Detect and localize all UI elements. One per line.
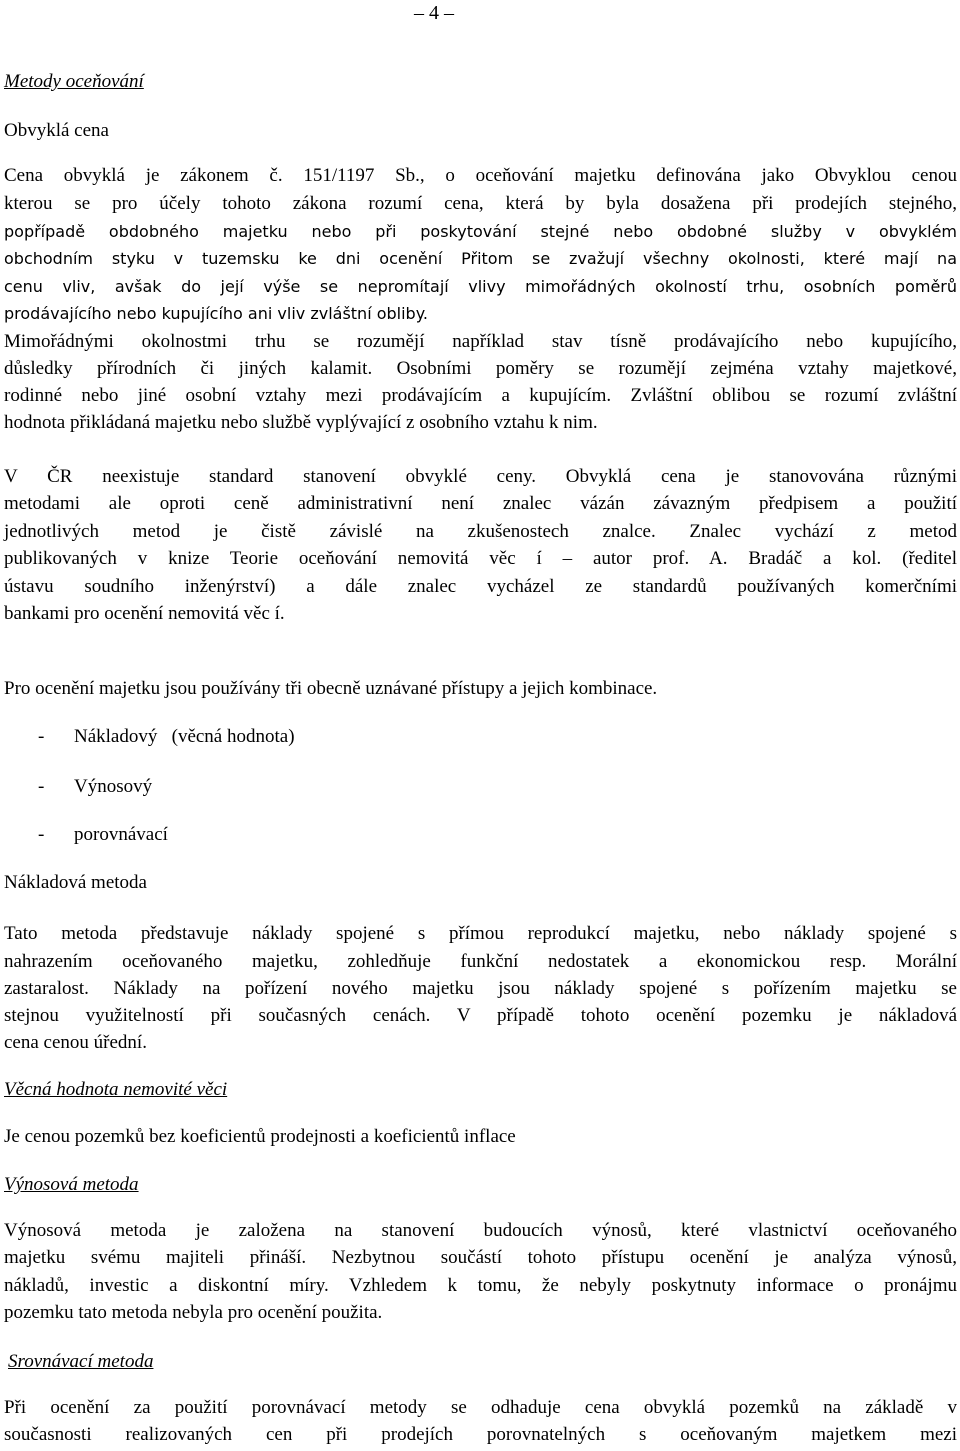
paragraph-line: publikovaných v knize Teorie oceňování nemovitá věc í – autor prof. A. Bradáč a kol. (ředitel [4,548,957,569]
paragraph-line: metodami ale oproti ceně administrativní není znalec vázán závazným předpisem a použití [4,493,957,514]
paragraph-line: zastaralost. Náklady na pořízení nového majetku jsou náklady spojené s pořízením majetku se [4,978,957,999]
paragraph-line: Při ocenění za použití porovnávací metody se odhaduje cena obvyklá pozemků na základě v [4,1397,957,1418]
list-item: - porovnávací [38,824,168,845]
paragraph-line: pozemku tato metoda nebyla pro ocenění použita. [4,1302,383,1323]
paragraph-line: prodávajícího nebo kupujícího ani vliv zvláštní obliby. [4,304,428,323]
heading-srovnavaci-metoda: Srovnávací metoda [8,1351,154,1372]
paragraph-line: Tato metoda představuje náklady spojené s přímou reprodukcí majetku, nebo náklady spojené s [4,923,957,944]
heading-metody-oceneni: Metody oceňování [4,71,144,92]
list-item: - Nákladový (věcná hodnota) [38,726,295,747]
paragraph-line: kterou se pro účely tohoto zákona rozumí cena, která by byla dosažena při prodejích stejného, [4,193,957,214]
paragraph-approaches: Pro ocenění majetku jsou používány tři obecně uznávané přístupy a jejich kombinace. [4,678,658,699]
paragraph-line: hodnota přikládaná majetku nebo službě vyplývající z osobního vztahu k nim. [4,412,598,433]
paragraph-line: popřípadě obdobného majetku nebo při poskytování stejné nebo obdobné služby v obvyklém [4,222,957,241]
paragraph-line: důsledky přírodních či jiných kalamit. Osobními poměry se rozumějí zejména vztahy majetkové, [4,358,957,379]
paragraph-line: nákladů, investic a diskontní míry. Vzhledem k tomu, že nebyly poskytnuty informace o pronájmu [4,1275,957,1296]
paragraph-line: současnosti realizovaných cen při prodejích porovnatelných s oceňovaným majetkem mezi [4,1424,957,1445]
paragraph-line: Mimořádnými okolnostmi trhu se rozumějí například stav tísně prodávajícího nebo kupujícího, [4,331,957,352]
heading-vecna-hodnota: Věcná hodnota nemovité věci [4,1079,228,1100]
heading-nakladova-metoda: Nákladová metoda [4,872,147,893]
paragraph-line: V ČR neexistuje standard stanovení obvyklé ceny. Obvyklá cena je stanovována různými [4,466,957,487]
paragraph-line: bankami pro ocenění nemovitá věc í. [4,603,285,624]
paragraph-line: obchodním styku v tuzemsku ke dni ocenění Přitom se zvažují všechny okolnosti, které mají na [4,249,957,268]
heading-obvykla-cena: Obvyklá cena [4,120,109,141]
paragraph-line: jednotlivých metod je čistě závislé na zkušenostech znalce. Znalec vychází z metod [4,521,957,542]
paragraph-line: stejnou využitelností při současných cenách. V případě tohoto ocenění pozemku je nákladová [4,1005,957,1026]
paragraph-line: majetku svému majiteli přináší. Nezbytnou součástí tohoto přístupu ocenění je analýza výnosů, [4,1247,957,1268]
paragraph-line: ústavu soudního inženýrství) a dále znalec vycházel ze standardů používaných komerčními [4,576,957,597]
paragraph-line: cenu vliv, avšak do její výše se nepromítají vlivy mimořádných okolností trhu, osobních poměrů [4,277,957,296]
paragraph-line: cena cenou úřední. [4,1032,147,1053]
paragraph-line: Cena obvyklá je zákonem č. 151/1197 Sb., o oceňování majetku definována jako Obvyklou cenou [4,165,957,186]
page-number: – 4 – [414,2,454,24]
paragraph-line: rodinné nebo jiné osobní vztahy mezi prodávajícím a kupujícím. Zvláštní oblibou se rozumí zvláštní [4,385,957,406]
paragraph-line: Výnosová metoda je založena na stanovení budoucích výnosů, které vlastnictví oceňovaného [4,1220,957,1241]
paragraph-vecna-hodnota: Je cenou pozemků bez koeficientů prodejnosti a koeficientů inflace [4,1126,516,1147]
paragraph-line: nahrazením oceňovaného majetku, zohledňuje funkční nedostatek a ekonomickou resp. Morální [4,951,957,972]
heading-vynosova-metoda: Výnosová metoda [4,1174,139,1195]
list-item: - Výnosový [38,776,153,797]
